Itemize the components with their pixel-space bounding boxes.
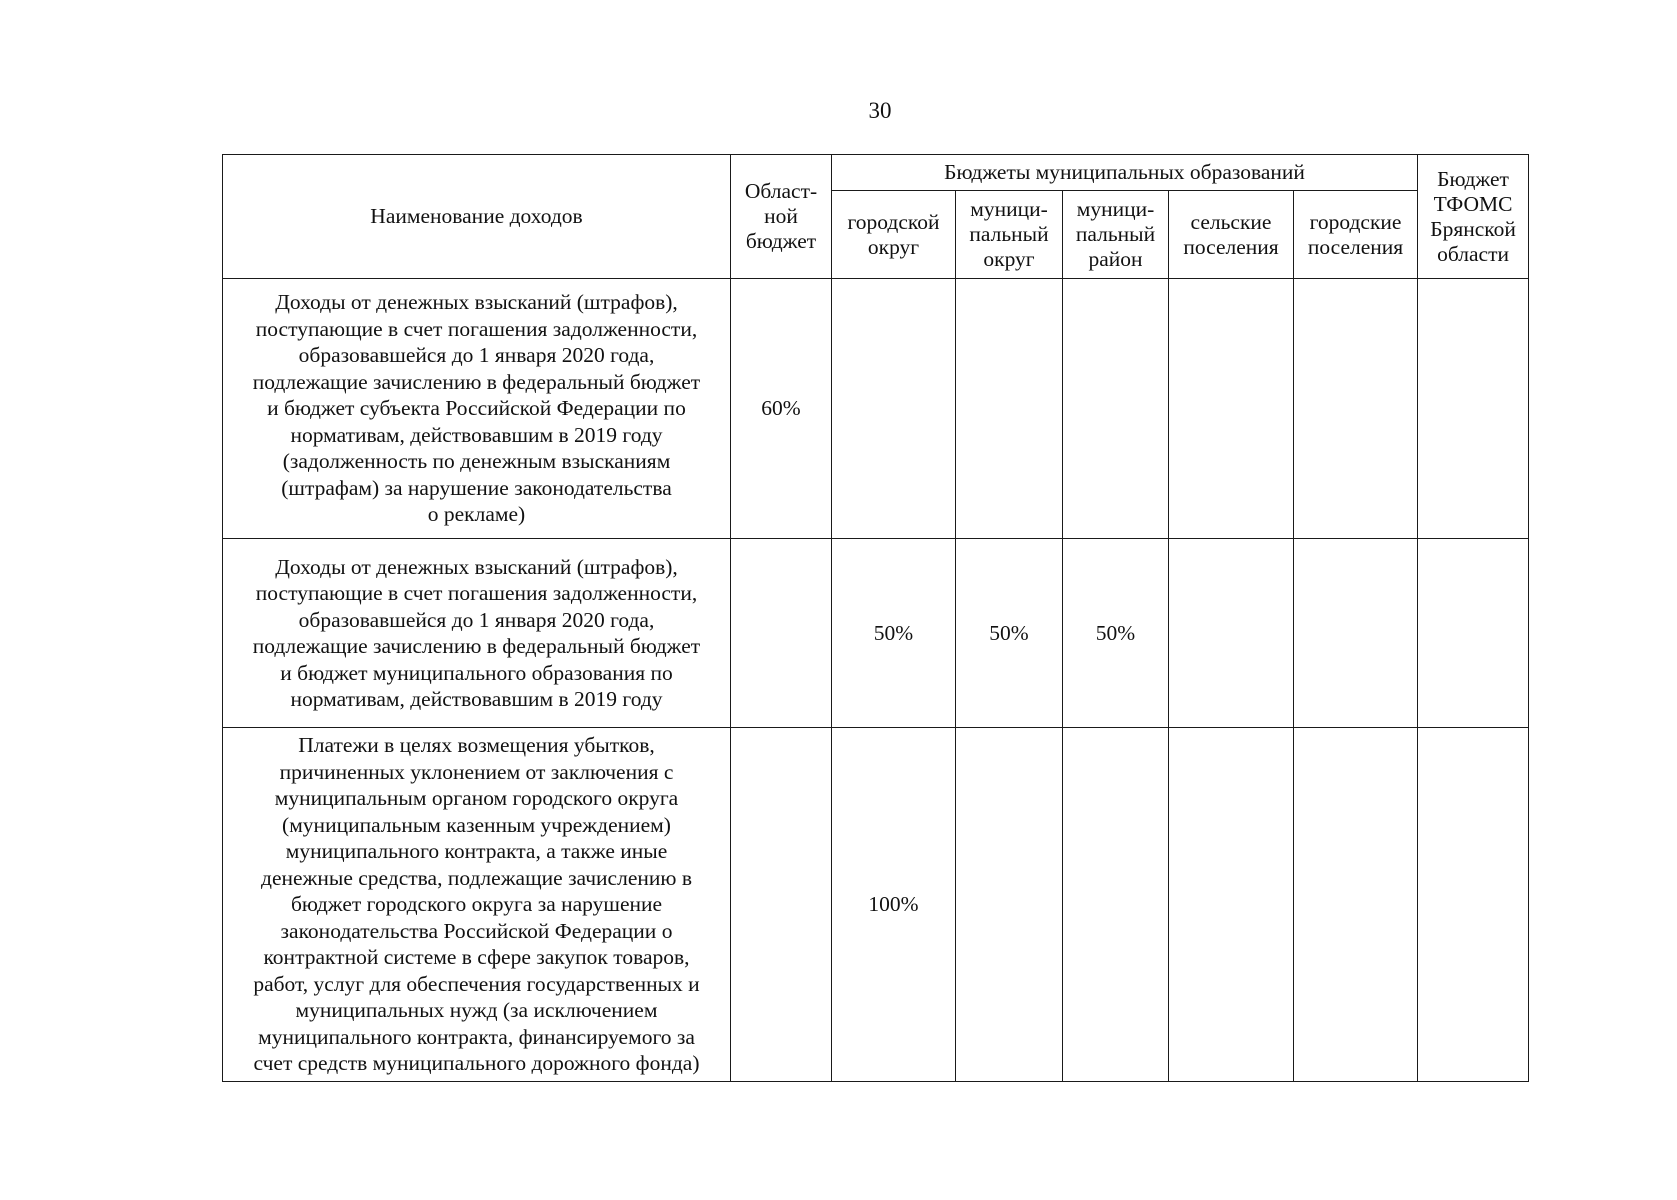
value-cell-rural-settlements [1169, 728, 1294, 1082]
value-cell-municipal-area: 50% [1063, 539, 1169, 728]
value-cell-rural-settlements [1169, 279, 1294, 539]
value-cell-municipal-district [956, 728, 1063, 1082]
value-cell-urban-settlements [1294, 728, 1418, 1082]
value-cell-municipal-district: 50% [956, 539, 1063, 728]
revenue-name-cell: Платежи в целях возмещения убытков, причиненных уклонением от заключения с муниципальным органом городского округа (муниципальным казенным учреждением) муниципального контракта, а также иные денежные средства, подлежащие зачислению в бюджет городского округа за нарушение законодательства Российской Федерации о контрактной системе в сфере закупок товаров, работ, услуг для обеспечения государственных и муниципальных нужд (за исключением муниципального контракта, финансируемого за счет средств муниципального дорожного фонда) [223, 728, 731, 1082]
value-cell-urban-settlements [1294, 279, 1418, 539]
value-cell-tfoms [1418, 279, 1529, 539]
value-cell-municipal-district [956, 279, 1063, 539]
value-cell-municipal-area [1063, 279, 1169, 539]
table-header [223, 155, 1529, 279]
value-cell-regional: 60% [731, 279, 832, 539]
value-cell-regional [731, 728, 832, 1082]
page-number: 30 [868, 98, 892, 123]
value-cell-tfoms [1418, 539, 1529, 728]
value-cell-city-district: 100% [832, 728, 956, 1082]
value-cell-urban-settlements [1294, 539, 1418, 728]
value-cell-regional [731, 539, 832, 728]
table-row [223, 279, 1529, 539]
header-city-district: городской округ [832, 191, 956, 279]
table-row [223, 539, 1529, 728]
header-regional-budget: Област- ной бюджет [731, 155, 832, 279]
value-cell-rural-settlements [1169, 539, 1294, 728]
header-municipal-area: муници- пальный район [1063, 191, 1169, 279]
header-rural-settlements: сельские поселения [1169, 191, 1294, 279]
value-cell-municipal-area [1063, 728, 1169, 1082]
value-cell-tfoms [1418, 728, 1529, 1082]
value-cell-city-district: 50% [832, 539, 956, 728]
revenue-name-cell: Доходы от денежных взысканий (штрафов), поступающие в счет погашения задолженности, образовавшейся до 1 января 2020 года, подлежащие зачислению в федеральный бюджет и бюджет муниципального образования по нормативам, действовавшим в 2019 году [223, 539, 731, 728]
revenue-name-cell: Доходы от денежных взысканий (штрафов), поступающие в счет погашения задолженности, образовавшейся до 1 января 2020 года, подлежащие зачислению в федеральный бюджет и бюджет субъекта Российской Федерации по нормативам, действовавшим в 2019 году (задолженность по денежным взысканиям (штрафам) за нарушение законодательства о рекламе) [223, 279, 731, 539]
value-cell-city-district [832, 279, 956, 539]
header-tfoms-budget: Бюджет ТФОМС Брянской области [1418, 155, 1529, 279]
header-revenue-name: Наименование доходов [223, 155, 731, 279]
table-row [223, 728, 1529, 1082]
revenue-distribution-table [222, 154, 1529, 1082]
header-municipal-district: муници- пальный округ [956, 191, 1063, 279]
header-urban-settlements: городские поселения [1294, 191, 1418, 279]
header-municipal-budgets: Бюджеты муниципальных образований [832, 155, 1418, 191]
